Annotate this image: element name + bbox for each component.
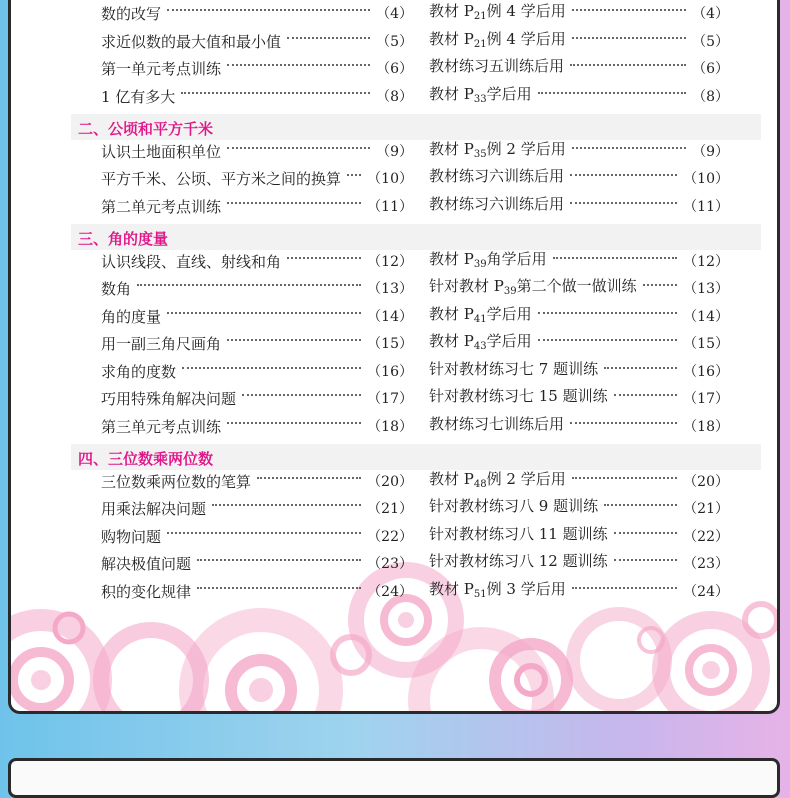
toc-reference <box>429 196 729 218</box>
toc-entry[interactable] <box>101 581 413 603</box>
entry-page: （9） <box>376 143 413 160</box>
reference-text <box>429 303 532 331</box>
entry-page: （10） <box>367 171 413 187</box>
entry-title: 求角的度数 <box>101 362 177 381</box>
reference-text <box>429 165 564 193</box>
reference-page: （16） <box>683 363 729 380</box>
reference-page: （6） <box>692 61 729 77</box>
toc-entry[interactable] <box>101 278 413 300</box>
leader-dots <box>614 559 678 561</box>
reference-subscript: 39 <box>473 258 487 270</box>
toc-entry[interactable] <box>101 361 413 383</box>
reference-text <box>429 358 598 386</box>
entry-page: （18） <box>367 418 413 435</box>
toc-reference <box>429 416 729 438</box>
reference-pre: 教材练习六训练后用 <box>429 194 565 213</box>
entry-page: （6） <box>376 61 413 77</box>
reference-page: （4） <box>692 6 729 22</box>
entry-title: 数的改写 <box>101 5 162 23</box>
toc-reference <box>429 498 729 520</box>
reference-subscript: 51 <box>473 588 487 600</box>
entry-title: 用一副三角尺画角 <box>101 335 222 353</box>
reference-text <box>429 523 608 551</box>
next-page-edge <box>8 758 780 798</box>
leader-dots <box>614 532 678 534</box>
section-heading: 三、角的度量 <box>78 230 169 248</box>
toc-reference <box>429 168 729 190</box>
entry-page: （20） <box>367 473 413 490</box>
leader-dots <box>570 422 677 424</box>
leader-dots <box>572 37 686 39</box>
entry-page: （12） <box>367 253 413 270</box>
reference-post: 学后用 <box>486 84 532 103</box>
leader-dots <box>227 202 361 204</box>
entry-page: （5） <box>376 33 413 50</box>
toc-reference <box>429 361 729 383</box>
leader-dots <box>181 92 370 94</box>
entry-title: 解决极值问题 <box>101 555 192 573</box>
toc-reference <box>429 278 729 300</box>
leader-dots <box>604 367 677 369</box>
reference-post: 例 3 学后用 <box>486 579 566 598</box>
reference-pre: 教材 P <box>429 469 474 488</box>
reference-page: （21） <box>683 501 729 517</box>
reference-page: （20） <box>683 473 729 490</box>
toc-entry[interactable] <box>101 86 413 108</box>
toc-entry[interactable] <box>101 498 413 520</box>
toc-reference <box>429 333 729 355</box>
reference-post: 第二个做一做训练 <box>516 277 637 295</box>
toc-entry[interactable] <box>101 333 413 355</box>
toc-entry[interactable] <box>101 168 413 190</box>
reference-page: （5） <box>692 33 729 50</box>
reference-subscript: 21 <box>473 11 487 22</box>
entry-page: （21） <box>367 501 413 517</box>
reference-subscript: 39 <box>503 286 517 297</box>
reference-text <box>429 413 564 441</box>
reference-text <box>429 55 564 83</box>
entry-page: （16） <box>367 363 413 380</box>
leader-dots <box>570 64 686 66</box>
reference-page: （14） <box>683 308 729 325</box>
reference-subscript: 41 <box>473 313 487 325</box>
reference-text <box>429 193 564 221</box>
section-heading: 四、三位数乘两位数 <box>78 450 214 468</box>
leader-dots <box>538 92 686 94</box>
toc-entry[interactable] <box>101 3 413 25</box>
entry-title: 1 亿有多大 <box>101 87 176 106</box>
reference-subscript: 33 <box>473 93 487 105</box>
toc-reference <box>429 388 729 410</box>
reference-page: （10） <box>683 171 729 187</box>
reference-post: 例 2 学后用 <box>486 469 566 488</box>
entry-title: 认识土地面积单位 <box>101 142 222 161</box>
entry-title: 角的度量 <box>101 307 162 326</box>
leader-dots <box>167 532 361 534</box>
entry-page: （15） <box>367 336 413 352</box>
leader-dots <box>197 587 361 589</box>
reference-text <box>429 578 566 606</box>
reference-page: （18） <box>683 418 729 435</box>
reference-subscript: 48 <box>473 478 487 490</box>
leader-dots <box>242 394 361 396</box>
reference-post: 角学后用 <box>486 249 547 268</box>
reference-post: 例 2 学后用 <box>486 139 566 158</box>
reference-post: 例 4 学后用 <box>486 2 566 20</box>
reference-text <box>429 248 547 276</box>
leader-dots <box>182 367 361 369</box>
reference-post: 学后用 <box>486 332 532 350</box>
reference-page: （22） <box>683 528 729 545</box>
entry-page: （14） <box>367 308 413 325</box>
reference-page: （13） <box>683 281 729 297</box>
reference-pre: 教材练习六训练后用 <box>429 167 565 185</box>
leader-dots <box>572 477 677 479</box>
leader-dots <box>287 37 370 39</box>
reference-pre: 教材 P <box>429 579 474 598</box>
entry-title: 认识线段、直线、射线和角 <box>101 252 282 271</box>
toc-entry[interactable] <box>101 306 413 328</box>
reference-pre: 教材 P <box>429 84 474 103</box>
leader-dots <box>538 339 678 341</box>
entry-page: （24） <box>367 583 413 600</box>
toc-entry[interactable] <box>101 251 413 273</box>
reference-page: （9） <box>692 143 729 160</box>
reference-subscript: 43 <box>473 341 487 352</box>
leader-dots <box>572 9 686 11</box>
toc-reference <box>429 86 729 108</box>
reference-pre: 教材练习七训练后用 <box>429 414 565 433</box>
section-heading: 二、公顷和平方千米 <box>78 120 214 138</box>
leader-dots <box>227 339 361 341</box>
reference-pre: 教材 P <box>429 2 474 20</box>
entry-title: 购物问题 <box>101 527 162 546</box>
reference-pre: 针对教材练习七 15 题训练 <box>429 387 608 405</box>
entry-title: 积的变化规律 <box>101 582 192 601</box>
leader-dots <box>227 64 370 66</box>
entry-title: 三位数乘两位数的笔算 <box>101 472 252 491</box>
reference-text <box>429 330 532 358</box>
toc-reference <box>429 471 729 493</box>
toc-reference <box>429 306 729 328</box>
leader-dots <box>167 312 361 314</box>
reference-subscript: 21 <box>473 38 487 50</box>
leader-dots <box>538 312 678 314</box>
reference-pre: 针对教材 P <box>429 277 504 295</box>
leader-dots <box>137 284 361 286</box>
leader-dots <box>604 504 677 506</box>
toc-entry[interactable] <box>101 388 413 410</box>
entry-title: 数角 <box>101 280 132 298</box>
reference-post: 例 4 学后用 <box>486 29 566 48</box>
toc-reference <box>429 526 729 548</box>
reference-pre: 教材 P <box>429 304 474 323</box>
reference-page: （11） <box>683 198 729 215</box>
reference-pre: 针对教材练习八 9 题训练 <box>429 497 599 515</box>
reference-pre: 针对教材练习八 11 题训练 <box>429 524 608 543</box>
section-heading-band <box>71 224 761 250</box>
toc-reference <box>429 3 729 25</box>
entry-page: （17） <box>367 391 413 407</box>
reference-text <box>429 83 532 111</box>
leader-dots <box>643 284 678 286</box>
reference-subscript: 35 <box>473 148 487 160</box>
leader-dots <box>167 9 370 11</box>
toc-reference <box>429 58 729 80</box>
reference-pre: 教材练习五训练后用 <box>429 57 565 75</box>
toc-entry[interactable] <box>101 553 413 575</box>
reference-pre: 教材 P <box>429 139 474 158</box>
toc-entry[interactable] <box>101 471 413 493</box>
leader-dots <box>570 202 677 204</box>
toc-page <box>8 0 780 714</box>
toc-entry[interactable] <box>101 416 413 438</box>
leader-dots <box>287 257 361 259</box>
reference-page: （23） <box>683 556 729 572</box>
leader-dots <box>553 257 678 259</box>
toc-reference <box>429 141 729 163</box>
leader-dots <box>212 504 361 506</box>
leader-dots <box>227 422 361 424</box>
toc-reference <box>429 553 729 575</box>
toc-entry[interactable] <box>101 58 413 80</box>
reference-page: （15） <box>683 336 729 352</box>
entry-title: 求近似数的最大值和最小值 <box>101 32 282 51</box>
entry-page: （13） <box>367 281 413 297</box>
leader-dots <box>572 587 677 589</box>
entry-title: 用乘法解决问题 <box>101 500 207 518</box>
leader-dots <box>572 147 686 149</box>
leader-dots <box>227 147 370 149</box>
entry-page: （4） <box>376 6 413 22</box>
toc-entry[interactable] <box>101 196 413 218</box>
reference-page: （12） <box>683 253 729 270</box>
leader-dots <box>257 477 361 479</box>
entry-title: 第三单元考点训练 <box>101 417 222 436</box>
leader-dots <box>570 174 677 176</box>
reference-pre: 教材 P <box>429 332 474 350</box>
toc-reference <box>429 31 729 53</box>
reference-post: 学后用 <box>486 304 532 323</box>
reference-text <box>429 0 566 28</box>
entry-page: （22） <box>367 528 413 545</box>
entry-page: （11） <box>367 198 413 215</box>
reference-text <box>429 550 608 578</box>
toc-entry[interactable] <box>101 526 413 548</box>
reference-pre: 针对教材练习八 12 题训练 <box>429 552 608 570</box>
entry-title: 巧用特殊角解决问题 <box>101 390 237 408</box>
reference-pre: 教材 P <box>429 249 474 268</box>
entry-page: （23） <box>367 556 413 572</box>
reference-page: （8） <box>692 88 729 105</box>
reference-text <box>429 138 566 166</box>
toc-entry[interactable] <box>101 31 413 53</box>
leader-dots <box>614 394 678 396</box>
entry-page: （8） <box>376 88 413 105</box>
entry-title: 平方千米、公顷、平方米之间的换算 <box>101 170 342 188</box>
reference-text <box>429 275 637 303</box>
toc-reference <box>429 251 729 273</box>
toc-entry[interactable] <box>101 141 413 163</box>
reference-page: （24） <box>683 583 729 600</box>
reference-text <box>429 385 608 413</box>
reference-text <box>429 468 566 496</box>
entry-title: 第二单元考点训练 <box>101 197 222 216</box>
reference-pre: 针对教材练习七 7 题训练 <box>429 359 599 378</box>
reference-pre: 教材 P <box>429 29 474 48</box>
reference-text <box>429 495 598 523</box>
entry-title: 第一单元考点训练 <box>101 60 222 78</box>
leader-dots <box>197 559 361 561</box>
reference-page: （17） <box>683 391 729 407</box>
reference-text <box>429 28 566 56</box>
toc-reference <box>429 581 729 603</box>
leader-dots <box>347 174 361 176</box>
